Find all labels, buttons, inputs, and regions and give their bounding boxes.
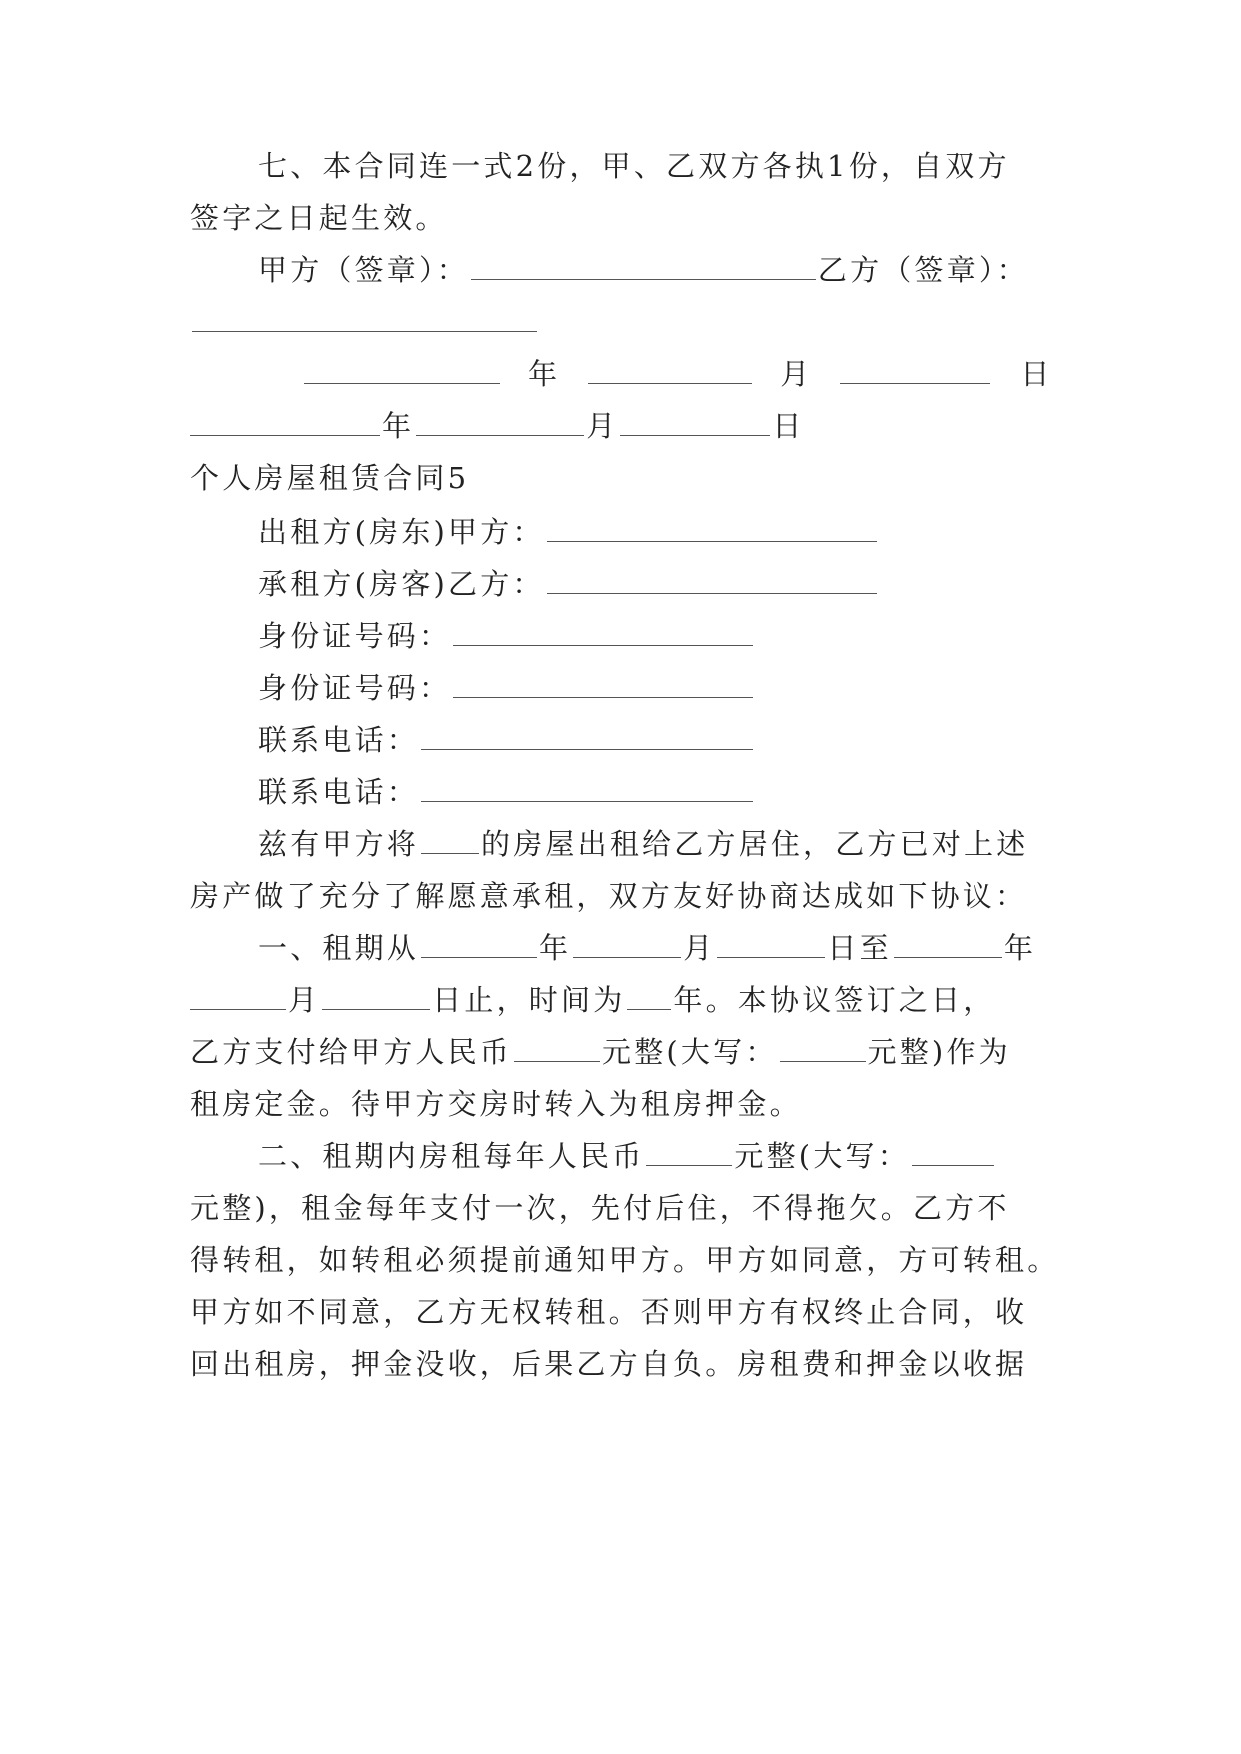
tenant-blank [547, 565, 877, 594]
clause1-line3 [190, 1032, 1011, 1072]
c1-deposit-amount-blank [514, 1033, 600, 1062]
landlord-blank [547, 513, 877, 542]
date-a-year-blank [304, 355, 500, 384]
phone-row-2 [258, 772, 755, 812]
party-b-signature-row [190, 302, 539, 342]
intro-line2: 房产做了充分了解愿意承租，双方友好协商达成如下协议： [190, 879, 1028, 913]
clause1-text-a: 一、租期从 [258, 931, 420, 965]
clause1-line1 [258, 928, 1036, 968]
intro-text-a: 兹有甲方将 [258, 827, 420, 861]
c1-deposit-words-blank [780, 1033, 866, 1062]
c2-rent-amount-blank [646, 1137, 732, 1166]
date-b-month-label: 月 [586, 409, 619, 443]
id-blank-1 [453, 617, 753, 646]
c1-until-label: 日至 [827, 931, 892, 965]
c1-stop-label: 日止，时间为 [432, 983, 626, 1017]
c1-years-blank [627, 981, 671, 1010]
id-label-1: 身份证号码： [258, 619, 452, 653]
c1-yuan-label: 元整(大写： [602, 1035, 778, 1069]
clause1-line2 [190, 980, 995, 1020]
id-blank-2 [453, 669, 753, 698]
clause2-line3: 得转租，如转租必须提前通知甲方。甲方如同意，方可转租。 [190, 1243, 1060, 1277]
c1-year-label: 年 [539, 931, 572, 965]
contract-title: 个人房屋租赁合同5 [190, 461, 470, 495]
clause1-line4: 租房定金。待甲方交房时转入为租房押金。 [190, 1087, 802, 1121]
date-a-day-label: 日 [1020, 357, 1053, 391]
phone-label-1: 联系电话： [258, 723, 420, 757]
date-b-year-blank [190, 407, 380, 436]
signature-line [258, 250, 1029, 290]
c1-end-month-blank [190, 981, 286, 1010]
date-b-day-blank [620, 407, 770, 436]
date-a-year-label: 年 [528, 357, 561, 391]
date-b-month-blank [416, 407, 584, 436]
c1-year2-label: 年 [1003, 931, 1037, 965]
c1-month-label: 月 [683, 931, 716, 965]
c1-years-label: 年。本协议签订之日， [673, 983, 996, 1017]
date-a-day-blank [840, 355, 990, 384]
intro-line1 [258, 824, 1028, 864]
c1-start-day-blank [717, 929, 825, 958]
landlord-label: 出租方(房东)甲方： [258, 515, 545, 549]
section7-line1: 七、本合同连一式2份，甲、乙双方各执1份，自双方 [258, 149, 1010, 183]
c1-pay-label: 乙方支付给甲方人民币 [190, 1035, 513, 1069]
clause2-line5: 回出租房，押金没收，后果乙方自负。房租费和押金以收据 [190, 1347, 1028, 1381]
c2-rent-words-blank [912, 1137, 994, 1166]
tenant-label: 承租方(房客)乙方： [258, 567, 545, 601]
phone-blank-1 [421, 721, 753, 750]
property-blank [421, 825, 479, 854]
date-line-b [190, 406, 805, 446]
party-b-label: 乙方（签章）： [817, 253, 1029, 287]
tenant-row [258, 564, 879, 604]
date-line-a [302, 354, 1053, 394]
date-a-month-blank [588, 355, 752, 384]
c1-month2-label: 月 [288, 983, 321, 1017]
date-b-day-label: 日 [772, 409, 805, 443]
c1-start-year-blank [421, 929, 537, 958]
id-row-2 [258, 668, 755, 708]
date-b-year-label: 年 [382, 409, 415, 443]
id-label-2: 身份证号码： [258, 671, 452, 705]
party-b-signature-blank [192, 303, 537, 332]
date-a-month-label: 月 [780, 357, 813, 391]
phone-row-1 [258, 720, 755, 760]
party-a-label: 甲方（签章）： [258, 253, 469, 287]
c1-end-year-blank [894, 929, 1002, 958]
clause2-line1 [258, 1136, 996, 1176]
c1-end-day-blank [322, 981, 430, 1010]
c2-yuan-label: 元整(大写： [734, 1139, 910, 1173]
c1-start-month-blank [573, 929, 681, 958]
landlord-row [258, 512, 879, 552]
clause2-text-a: 二、租期内房租每年人民币 [258, 1139, 645, 1173]
clause2-line2: 元整)，租金每年支付一次，先付后住，不得拖欠。乙方不 [190, 1191, 1010, 1225]
intro-text-b: 的房屋出租给乙方居住，乙方已对上述 [481, 827, 1029, 861]
phone-blank-2 [421, 773, 753, 802]
party-a-signature-blank [471, 251, 816, 280]
phone-label-2: 联系电话： [258, 775, 420, 809]
clause2-line4: 甲方如不同意，乙方无权转租。否则甲方有权终止合同，收 [190, 1295, 1028, 1329]
section7-line2: 签字之日起生效。 [190, 201, 448, 235]
c1-yuan2-label: 元整)作为 [867, 1035, 1011, 1069]
id-row-1 [258, 616, 755, 656]
